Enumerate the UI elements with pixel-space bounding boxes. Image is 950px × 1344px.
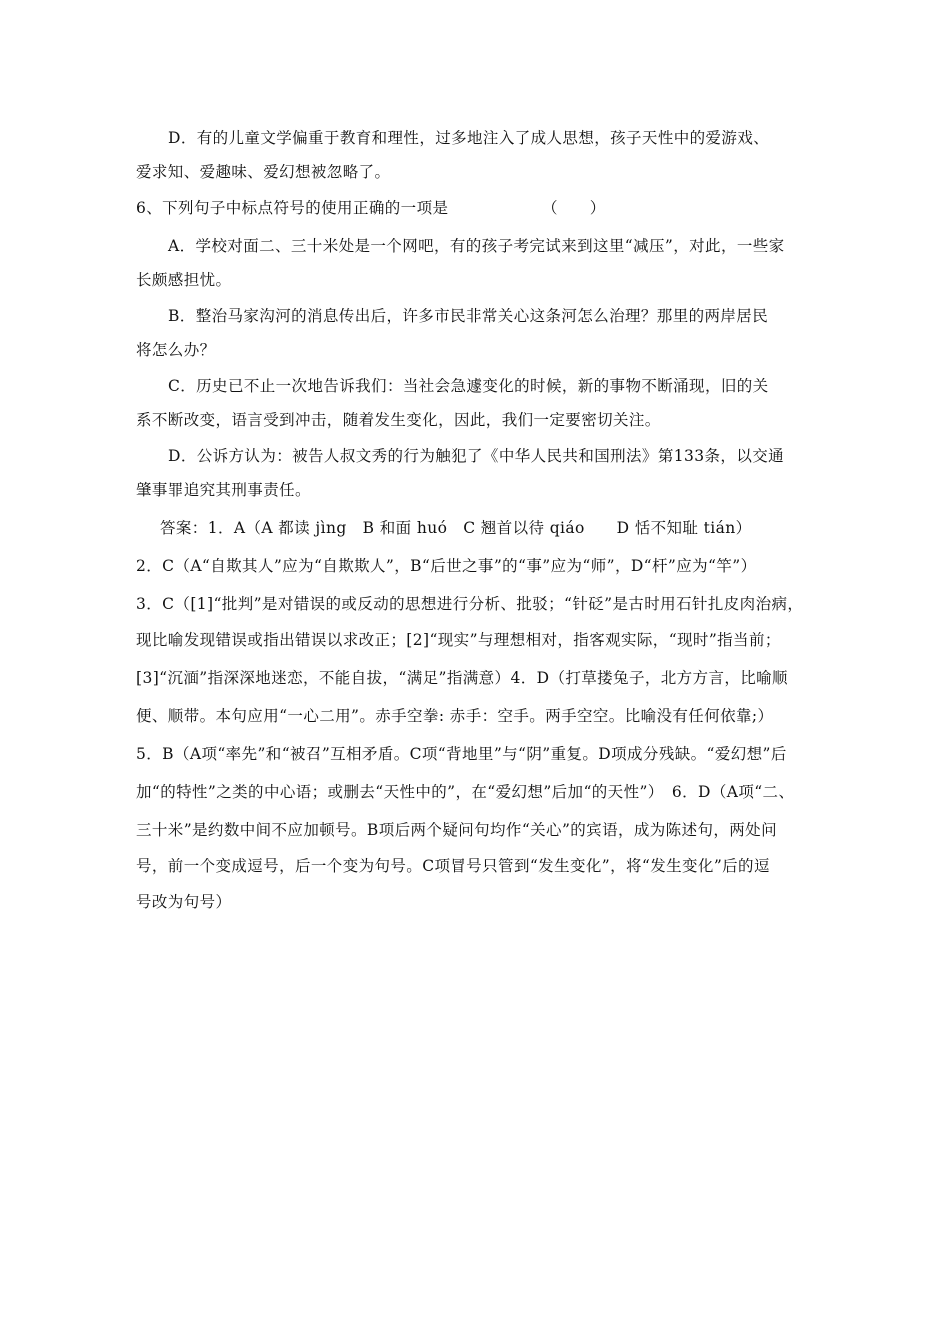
answer-line: 2．C（A“自欺其人”应为“自欺欺人”，B“后世之事”的“事”应为“师”，D“杆”应为“竿”） xyxy=(136,557,757,575)
answer-line: 号，前一个变成逗号，后一个变为句号。C项冒号只管到“发生变化”，将“发生变化”后的逗 xyxy=(136,857,770,875)
q5-option-d-line2: 爱求知、爱趣味、爱幻想被忽略了。 xyxy=(136,163,391,181)
q6-option-b-line1: B．整治马家沟河的消息传出后，许多市民非常关心这条河怎么治理？那里的两岸居民 xyxy=(168,307,769,325)
answer-line: 现比喻发现错误或指出错误以求改正；[2]“现实”与理想相对，指客观实际，“现时”指当前； xyxy=(136,631,781,649)
q6-option-a-line1: A．学校对面二、三十米处是一个网吧，有的孩子考完试来到这里“减压”，对此，一些家 xyxy=(168,237,785,255)
q6-option-d-line2: 肇事罪追究其刑事责任。 xyxy=(136,481,311,499)
q6-option-d-line1: D．公诉方认为：被告人叔文秀的行为触犯了《中华人民共和国刑法》第133条，以交通 xyxy=(168,447,785,465)
answer-line: 5．B（A项“率先”和“被召”互相矛盾。C项“背地里”与“阴”重复。D项成分残缺。“爱幻想”后 xyxy=(136,745,787,763)
q5-option-d-line1: D．有的儿童文学偏重于教育和理性，过多地注入了成人思想，孩子天性中的爱游戏、 xyxy=(168,129,770,147)
answer-line: [3]“沉湎”指深深地迷恋，不能自拔，“满足”指满意）4．D（打草搂兔子，北方方言，比喻顺 xyxy=(136,669,788,687)
answer-line: 答案：1．A（A 都读 jìng B 和面 huó C 翘首以待 qiáo D 恬不知耻 tián） xyxy=(160,519,752,537)
answer-line: 三十米”是约数中间不应加顿号。B项后两个疑问句均作“关心”的宾语，成为陈述句，两处问 xyxy=(136,821,777,839)
q6-option-b-line2: 将怎么办？ xyxy=(136,341,216,359)
q6-stem: 6、下列句子中标点符号的使用正确的一项是 xyxy=(136,199,449,217)
answer-line: 号改为句号） xyxy=(136,893,232,911)
q6-option-c-line2: 系不断改变，语言受到冲击，随着发生变化，因此，我们一定要密切关注。 xyxy=(136,411,661,429)
q6-option-a-line2: 长颇感担忧。 xyxy=(136,271,232,289)
q6-answer-blank: （ ） xyxy=(542,199,606,217)
q6-option-c-line1: C．历史已不止一次地告诉我们：当社会急遽变化的时候，新的事物不断涌现，旧的关 xyxy=(168,377,769,395)
answer-line: 加“的特性”之类的中心语；或删去“天性中的”，在“爱幻想”后加“的天性”） 6．D（A项“二、 xyxy=(136,783,795,801)
answer-line: 便、顺带。本句应用“一心二用”。赤手空拳: 赤手：空手。两手空空。比喻没有任何依靠;） xyxy=(136,707,774,725)
answer-line: 3．C（[1]“批判”是对错误的或反动的思想进行分析、批驳；“针砭”是古时用石针扎皮肉治病， xyxy=(136,595,804,613)
